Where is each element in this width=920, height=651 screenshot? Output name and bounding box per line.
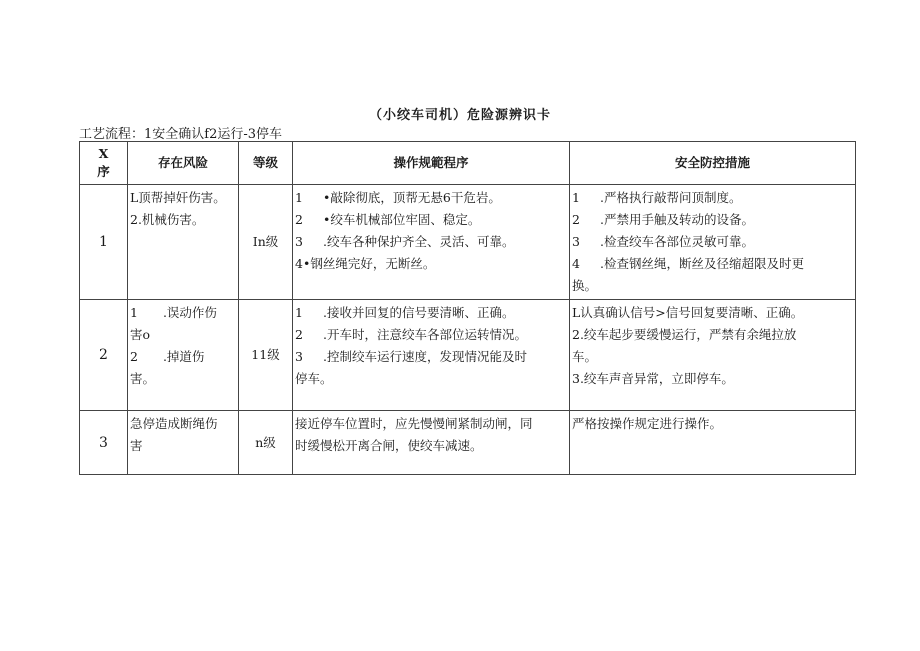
risk-line: 害。: [130, 371, 156, 386]
hazard-table: [79, 141, 856, 475]
table-row: [80, 300, 856, 411]
cell-no: 3: [80, 411, 128, 475]
cell-procedure: [293, 300, 570, 411]
cell-measures: [570, 300, 856, 411]
measure-line: 2 .严禁用手触及转动的设备。: [572, 212, 754, 227]
procedure-line: 2 .开车时，注意绞车各部位运转情况。: [295, 327, 527, 342]
procedure-line: 1 •敲除彻底，顶帮无悬6干危岩。: [295, 190, 501, 205]
procedure-line: 时缓慢松开离合闸，使绞车减速。: [295, 438, 483, 453]
process-flow: 工艺流程：1安全确认f2运行-3停车: [79, 127, 283, 142]
cell-risk: [128, 411, 239, 475]
cell-procedure: [293, 411, 570, 475]
procedure-line: 3 .控制绞车运行速度，发现情况能及时: [295, 349, 527, 364]
table-header-row: [80, 142, 856, 185]
cell-no: 2: [80, 300, 128, 411]
procedure-line: 4•钢丝绳完好，无断丝。: [295, 256, 436, 271]
procedure-line: 2 •绞车机械部位牢固、稳定。: [295, 212, 481, 227]
cell-risk: [128, 185, 239, 300]
header-procedure: 操作规範程序: [293, 142, 570, 185]
cell-procedure: [293, 185, 570, 300]
measure-line: 2.绞车起步要缓慢运行，严禁有余绳拉放: [572, 327, 797, 342]
cell-level: 11级: [239, 300, 293, 411]
table-row: [80, 411, 856, 475]
risk-line: 害: [130, 438, 143, 453]
header-no: X 序: [80, 142, 128, 185]
header-risk: 存在风险: [128, 142, 239, 185]
risk-line: L顶帮掉奸伤害。: [130, 190, 226, 205]
risk-line: 2.机械伤害。: [130, 212, 205, 227]
risk-line: 急停造成断绳伤: [130, 416, 218, 431]
measure-line: L认真确认信号>信号回复要清晰、正确。: [572, 305, 804, 320]
header-level: 等级: [239, 142, 293, 185]
measure-line: 4 .检查钢丝绳，断丝及径缩超限及时更: [572, 256, 804, 271]
table-row: [80, 185, 856, 300]
cell-measures: [570, 411, 856, 475]
cell-risk: [128, 300, 239, 411]
procedure-line: 1 .接收并回复的信号要清晰、正确。: [295, 305, 515, 320]
procedure-line: 接近停车位置时，应先慢慢闸紧制动闸，同: [295, 416, 533, 431]
risk-line: 1 .误动作伤: [130, 305, 217, 320]
cell-measures: [570, 185, 856, 300]
measure-line: 严格按操作规定进行操作。: [572, 416, 723, 431]
measure-line: 1 .严格执行敲帮问顶制度。: [572, 190, 742, 205]
cell-level: In级: [239, 185, 293, 300]
risk-line: 2 .掉道伤: [130, 349, 205, 364]
procedure-line: 停车。: [295, 371, 333, 386]
measure-line: 3 .检查绞车各部位灵敏可靠。: [572, 234, 754, 249]
risk-line: 害o: [130, 327, 151, 342]
cell-no: 1: [80, 185, 128, 300]
page-title: （小绞车司机）危险源辨识卡: [368, 108, 551, 123]
measure-line: 3.绞车声音异常，立即停车。: [572, 371, 734, 386]
cell-level: n级: [239, 411, 293, 475]
procedure-line: 3 .绞车各种保护齐全、灵活、可靠。: [295, 234, 515, 249]
measure-line: 换。: [572, 278, 598, 293]
measure-line: 车。: [572, 349, 598, 364]
header-measures: 安全防控措施: [570, 142, 856, 185]
